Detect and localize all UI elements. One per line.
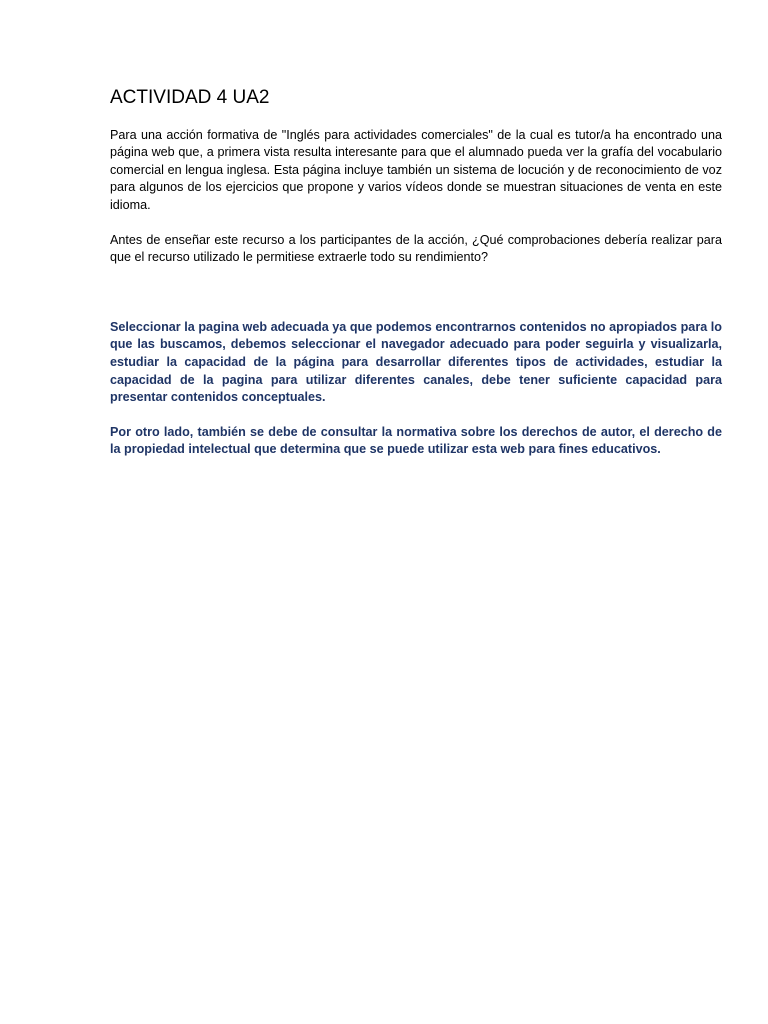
question-paragraph: Antes de enseñar este recurso a los participantes de la acción, ¿Qué comprobaciones debería realizar para que el recurso utilizado le permitiese extraerle todo su rendimiento? [110, 232, 722, 265]
document-page [110, 86, 722, 476]
intro-paragraph: Para una acción formativa de "Inglés para actividades comerciales" de la cual es tutor/a ha encontrado una página web que, a primera vista resulta interesante para que el alumnado pueda ver la grafía del vocabulario comercial en lengua inglesa. Esta página incluye también un sistema de locución y de reconocimiento de voz para algunos de los ejercicios que propone y varios vídeos donde se muestran situaciones de venta en este idioma. [110, 127, 722, 213]
answer-paragraph-2: Por otro lado, también se debe de consultar la normativa sobre los derechos de autor, el derecho de la propiedad intelectual que determina que se puede utilizar esta web para fines educativos. [110, 424, 722, 457]
answer-paragraph-1: Seleccionar la pagina web adecuada ya que podemos encontrarnos contenidos no apropiados para lo que las buscamos, debemos seleccionar el navegador adecuado para poder seguirla y visualizarla, estudiar la capacidad de la página para desarrollar diferentes tipos de actividades, estudiar la capacidad de la pagina para utilizar diferentes canales, debe tener suficiente capacidad para presentar contenidos conceptuales. [110, 319, 722, 405]
document-title: ACTIVIDAD 4 UA2 [110, 87, 270, 108]
